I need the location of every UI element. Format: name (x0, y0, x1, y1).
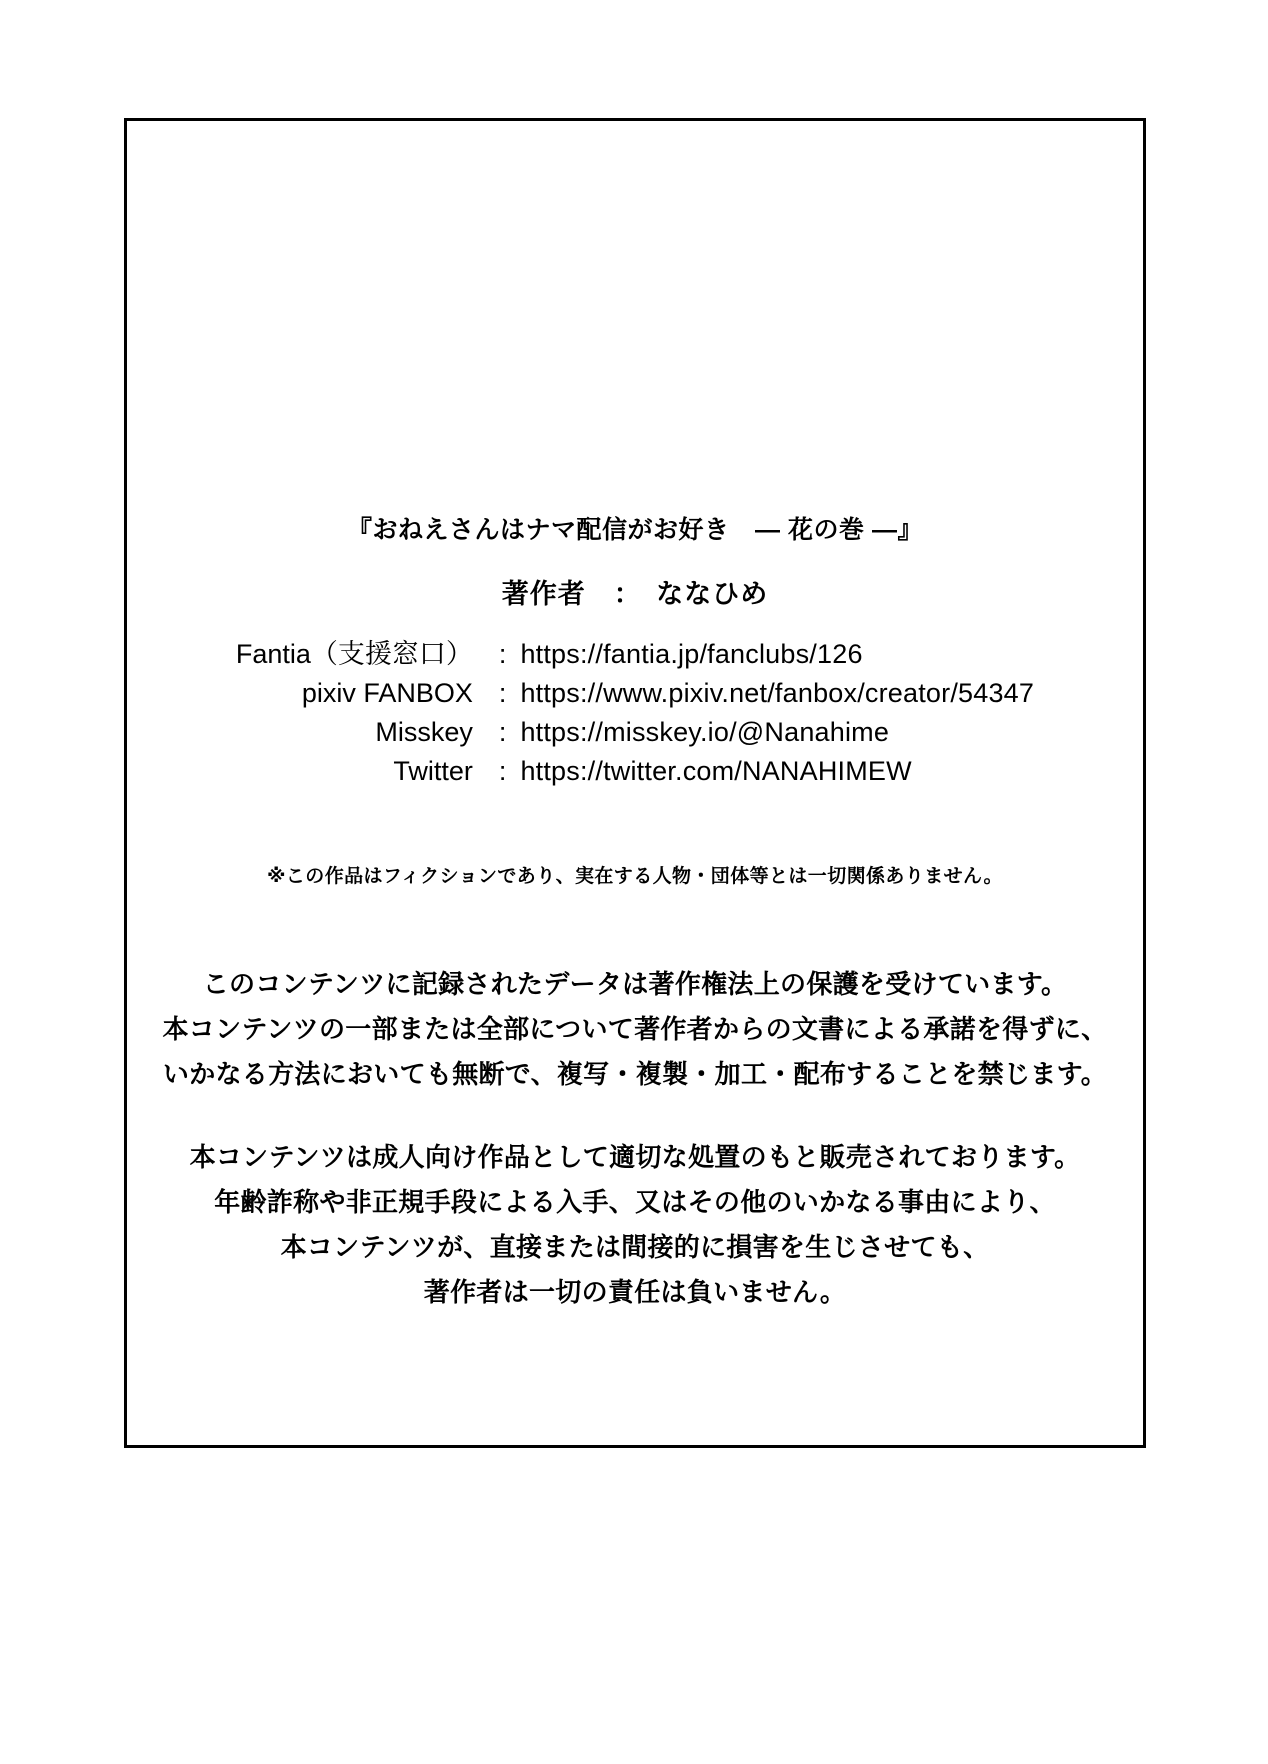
link-label: Misskey (375, 717, 473, 747)
liability-notice (190, 1135, 1081, 1315)
liability-notice-line: 年齢詐称や非正規手段による入手、又はその他のいかなる事由により、 (214, 1187, 1056, 1217)
copyright-notice-line: 本コンテンツの一部または全部について著作者からの文書による承諾を得ずに、 (162, 1014, 1108, 1044)
link-row (236, 674, 1034, 713)
copyright-notice (163, 962, 1108, 1097)
liability-notice-line: 本コンテンツは成人向け作品として適切な処置のもと販売されております。 (189, 1142, 1081, 1172)
author-credit: 著作者 ： ななひめ (501, 579, 769, 609)
link-url[interactable]: https://fantia.jp/fanclubs/126 (520, 639, 863, 669)
link-separator: : (498, 717, 507, 747)
copyright-notice-line: いかなる方法においても無断で、複写・複製・加工・配布することを禁じます。 (162, 1059, 1108, 1089)
liability-notice-line: 本コンテンツが、直接または間接的に損害を生じさせても、 (280, 1232, 990, 1262)
link-url[interactable]: https://www.pixiv.net/fanbox/creator/54347 (520, 678, 1035, 708)
link-separator: : (498, 756, 507, 786)
link-url[interactable]: https://misskey.io/@Nanahime (520, 717, 890, 747)
copyright-notice-line: このコンテンツに記録されたデータは著作権法上の保護を受けています。 (202, 969, 1068, 999)
link-label: Twitter (393, 756, 473, 786)
links-table (236, 635, 1034, 791)
link-label: Fantia（支援窓口） (235, 639, 473, 669)
colophon-block (124, 118, 1146, 1448)
link-row (236, 713, 1034, 752)
liability-notice-line: 著作者は一切の責任は負いません。 (423, 1277, 847, 1307)
link-separator: : (498, 678, 507, 708)
link-url[interactable]: https://twitter.com/NANAHIMEW (520, 756, 912, 786)
link-row (236, 752, 1034, 791)
link-label: pixiv FANBOX (301, 678, 473, 708)
link-row (236, 635, 1034, 674)
work-title: 『おねえさんはナマ配信がお好き ― 花の巻 ―』 (347, 516, 923, 544)
fiction-disclaimer: ※この作品はフィクションであり、実在する人物・団体等とは一切関係ありません。 (267, 866, 1003, 887)
link-separator: : (498, 639, 507, 669)
